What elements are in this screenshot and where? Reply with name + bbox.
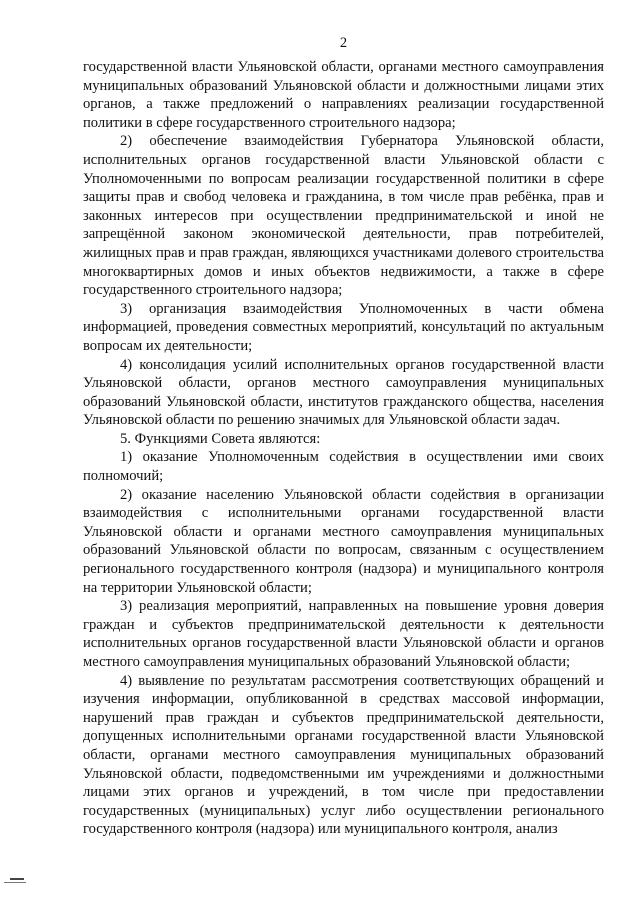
paragraph: государственной власти Ульяновской области, органами местного самоуправления муниципальных образований Ульяновской области и должностными лицами этих органов, а также предложений о направлениях реализации государственной политики в сфере государственного строительного надзора; (83, 59, 604, 131)
paragraph: 2) оказание населению Ульяновской области содействия в организации взаимодействия с исполнительными органами государственной власти Ульяновской области и органами местного самоуправления муниципальных образований Ульяновской области по вопросам, связанным с осуществлением регионального государственного контроля (надзора) и муниципального контроля на территории Ульяновской области; (83, 486, 604, 596)
paragraph: 4) выявление по результатам рассмотрения соответствующих обращений и изучения информации, опубликованной в средствах массовой информации, нарушений прав граждан и субъектов предпринимательской деятельности, допущенных исполнительными органами государственной власти Ульяновской области, органами местного самоуправления муниципальных образований Ульяновской области, подведомственными им учреждениями и должностными лицами этих органов и учреждений, в том числе при предоставлении государственных (муниципальных) услуг либо осуществлении регионального государственного контроля (надзора) или муниципального контроля, анализ (83, 672, 604, 838)
paragraph: 1) оказание Уполномоченным содействия в осуществлении ими своих полномочий; (83, 449, 604, 485)
scan-artifact (4, 882, 26, 883)
page-number: 2 (339, 35, 348, 51)
paragraph: 4) консолидация усилий исполнительных органов государственной власти Ульяновской области, органов местного самоуправления муниципальных образований Ульяновской области, институтов гражданского общества, населения Ульяновской области по решению значимых для Ульяновской области задач. (83, 356, 604, 429)
paragraph: 2) обеспечение взаимодействия Губернатора Ульяновской области, исполнительных органов государственной власти Ульяновской области с Уполномоченными по вопросам реализации государственной политики в сфере защиты прав и свобод человека и гражданина, в том числе прав ребёнка, прав и законных интересов при осуществлении предпринимательской и иной не запрещённой законом экономической деятельности, прав потребителей, жилищных прав и прав граждан, являющихся участниками долевого строительства многоквартирных домов и иных объектов недвижимости, а также в сфере государственного строительного надзора; (83, 133, 604, 299)
scan-artifact (10, 878, 24, 880)
document-page (83, 34, 604, 839)
section-heading: 5. Функциями Совета являются: (120, 430, 321, 447)
paragraph: 3) организация взаимодействия Уполномоченных в части обмена информацией, проведения совместных мероприятий, консультаций по актуальным вопросам их деятельности; (83, 300, 604, 354)
paragraph: 3) реализация мероприятий, направленных на повышение уровня доверия граждан и субъектов предпринимательской деятельности к деятельности исполнительных органов государственной власти Ульяновской области и органов местного самоуправления муниципальных образований Ульяновской области; (83, 598, 604, 670)
